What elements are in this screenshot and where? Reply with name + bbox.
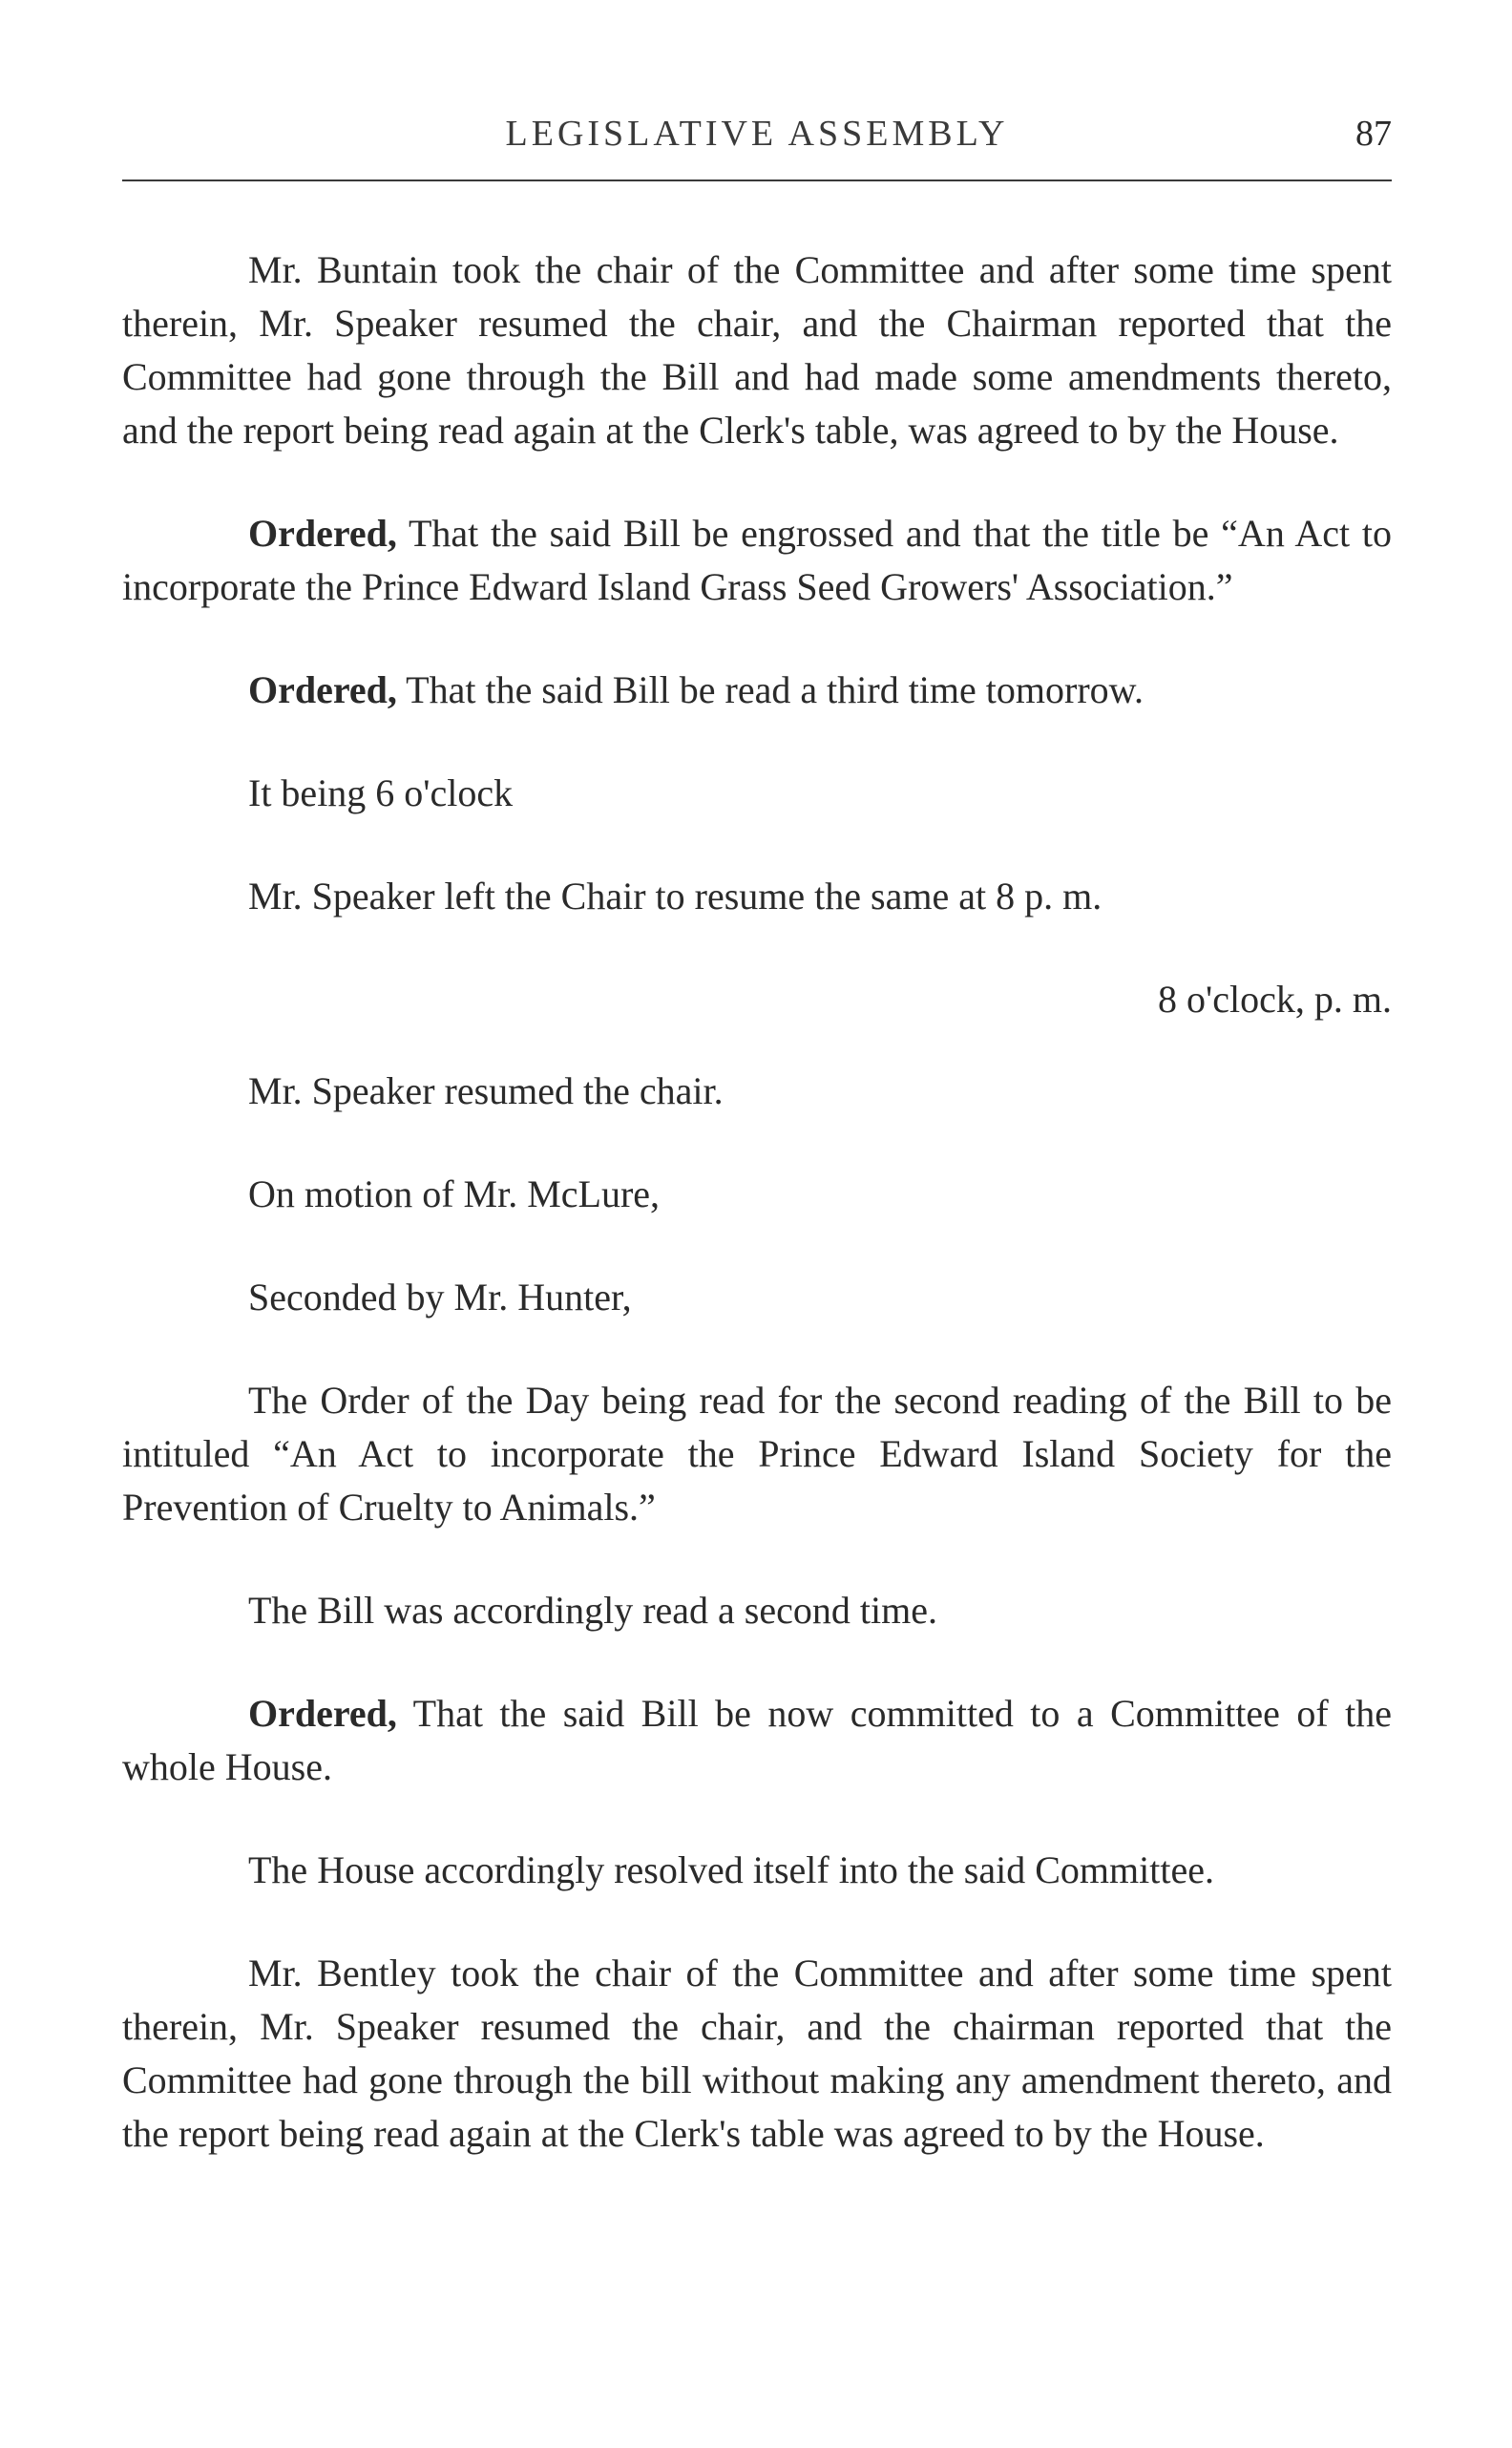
page-number: 87 <box>1355 114 1392 154</box>
paragraph-second-time <box>122 1584 1392 1637</box>
paragraph-text: That the said Bill be engrossed and that the title be “An Act to incorporate the Prince Edward Island Grass Seed Growers' Association.” <box>122 512 1392 608</box>
page-header <box>122 113 1392 160</box>
paragraph-text: 8 o'clock, p. m. <box>1158 978 1392 1021</box>
paragraph-speaker-left <box>122 870 1392 923</box>
ordered-lead: Ordered, <box>248 1692 397 1735</box>
paragraph-text: On motion of Mr. McLure, <box>248 1172 661 1215</box>
paragraph-text: Mr. Speaker resumed the chair. <box>248 1069 724 1112</box>
paragraph-text: Mr. Speaker left the Chair to resume the same at 8 p. m. <box>248 875 1102 918</box>
paragraph-text: The House accordingly resolved itself into the said Committee. <box>248 1848 1214 1891</box>
paragraph-text: That the said Bill be read a third time tomorrow. <box>396 668 1144 711</box>
body-text <box>122 243 1392 2210</box>
paragraph-buntain-committee <box>122 243 1392 457</box>
paragraph-seconded <box>122 1271 1392 1324</box>
running-head: LEGISLATIVE ASSEMBLY <box>505 114 1009 154</box>
paragraph-text: Mr. Buntain took the chair of the Committee and after some time spent therein, Mr. Speaker resumed the chair, and the Chairman reported that the Committee had gone through the Bill and had made some amendments thereto, and the report being read again at the Clerk's table, was agreed to by the House. <box>122 248 1392 452</box>
time-stamp-eight-pm <box>122 973 1392 1026</box>
paragraph-text: Seconded by Mr. Hunter, <box>248 1276 632 1319</box>
ordered-lead: Ordered, <box>248 512 397 555</box>
paragraph-bentley-committee <box>122 1947 1392 2161</box>
paragraph-text: The Order of the Day being read for the second reading of the Bill to be intituled “An Act to incorporate the Prince Edward Island Society for the Prevention of Cruelty to Animals.” <box>122 1379 1392 1529</box>
header-rule <box>122 179 1392 181</box>
paragraph-text: The Bill was accordingly read a second time. <box>248 1589 937 1632</box>
paragraph-motion <box>122 1168 1392 1221</box>
paragraph-ordered-third-reading <box>122 664 1392 717</box>
paragraph-text: Mr. Bentley took the chair of the Committee and after some time spent therein, Mr. Speaker resumed the chair, and the chairman reported that the Committee had gone through the bill without making any amendment thereto, and the report being read again at the Clerk's table was agreed to by the House. <box>122 1952 1392 2155</box>
paragraph-text: That the said Bill be now committed to a Committee of the whole House. <box>122 1692 1392 1788</box>
paragraph-six-oclock <box>122 767 1392 820</box>
paragraph-house-resolved <box>122 1844 1392 1897</box>
paragraph-text: It being 6 o'clock <box>248 771 514 814</box>
paragraph-ordered-committed <box>122 1687 1392 1794</box>
paragraph-order-of-day <box>122 1374 1392 1534</box>
paragraph-ordered-engrossed <box>122 507 1392 614</box>
paragraph-speaker-resumed <box>122 1065 1392 1118</box>
ordered-lead: Ordered, <box>248 668 397 711</box>
